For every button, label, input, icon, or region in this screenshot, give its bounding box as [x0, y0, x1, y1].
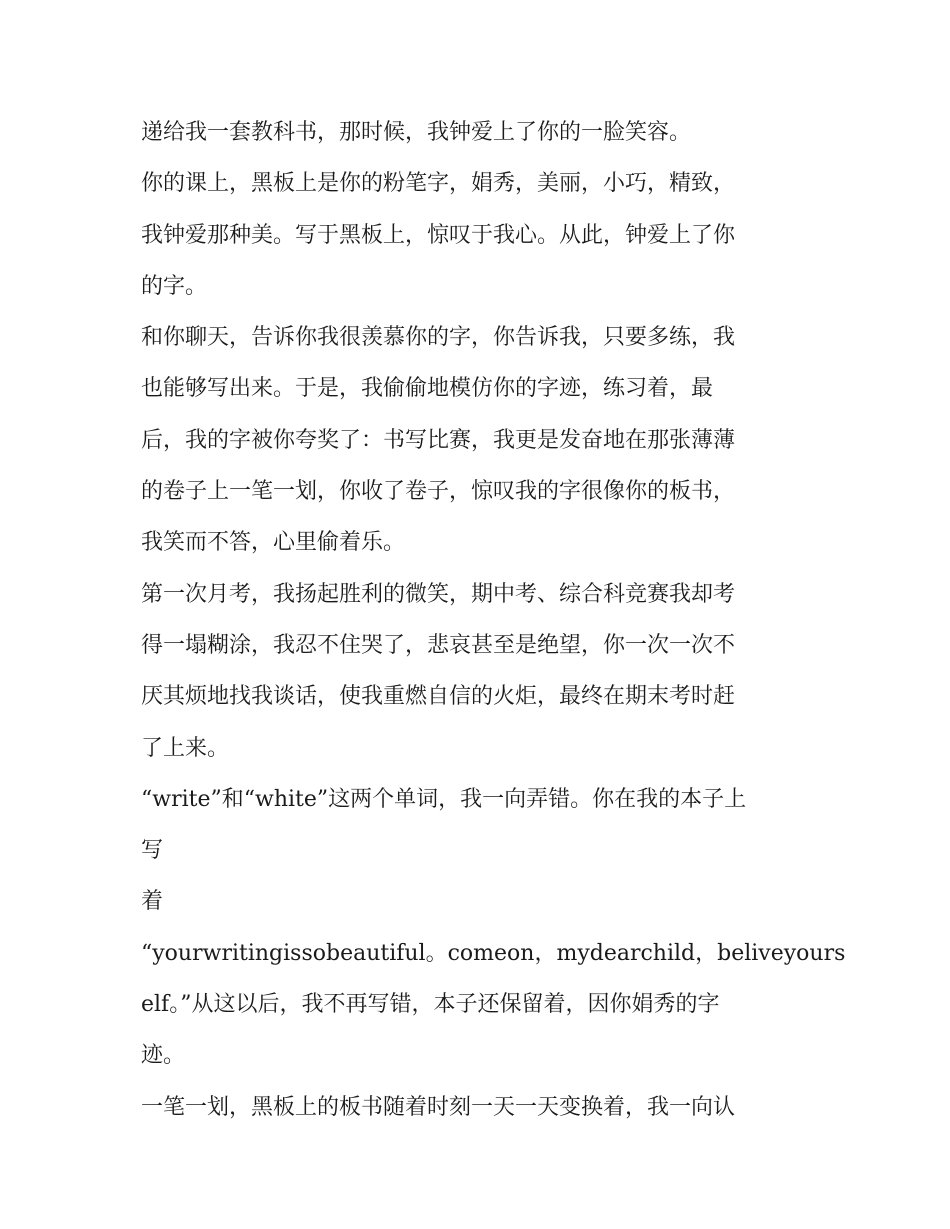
text-line: 得一塌糊涂，我忍不住哭了，悲哀甚至是绝望，你一次一次不 [141, 632, 736, 658]
text-line: 的卷子上一笔一划，你收了卷子，惊叹我的字很像你的板书， [141, 479, 736, 505]
text-line: elf。”从这以后，我不再写错，本子还保留着，因你娟秀的字 [141, 992, 720, 1018]
text-line: 厌其烦地找我谈话，使我重燃自信的火炬，最终在期末考时赶 [141, 684, 736, 710]
text-line: 后，我的字被你夸奖了：书写比赛，我更是发奋地在那张薄薄 [141, 427, 736, 453]
text-line: 也能够写出来。于是，我偷偷地模仿你的字迹，练习着，最 [141, 376, 714, 402]
text-line: 一笔一划，黑板上的板书随着时刻一天一天变换着，我一向认 [141, 1094, 736, 1120]
text-line: 我笑而不答，心里偷着乐。 [141, 530, 406, 556]
text-line: 你的课上，黑板上是你的粉笔字，娟秀，美丽，小巧，精致， [141, 171, 736, 197]
text-line: 了上来。 [141, 735, 230, 761]
text-line: 我钟爱那种美。写于黑板上，惊叹于我心。从此，钟爱上了你 [141, 222, 736, 248]
text-line: 第一次月考，我扬起胜利的微笑，期中考、综合科竞赛我却考 [141, 581, 736, 607]
body-text [141, 107, 846, 1133]
text-line: 递给我一套教科书，那时候，我钟爱上了你的一脸笑容。 [141, 120, 692, 145]
text-line: 写 [141, 838, 164, 864]
text-line: 着 [141, 889, 164, 915]
text-line: 和你聊天，告诉你我很羡慕你的字，你告诉我，只要多练，我 [141, 325, 736, 351]
text-line: “write”和“white”这两个单词，我一向弄错。你在我的本子上 [141, 786, 747, 812]
text-line: 的字。 [141, 273, 208, 299]
text-line: “yourwritingissobeautiful。comeon，mydearchild，beliveyours [141, 940, 846, 966]
text-line: 迹。 [141, 1043, 186, 1069]
